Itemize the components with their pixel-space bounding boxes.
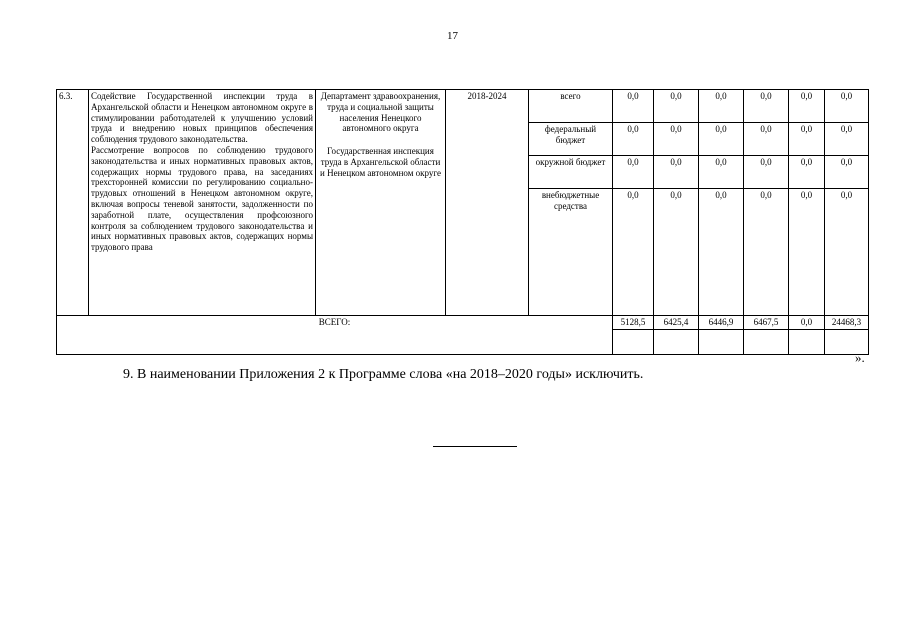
closing-quote: ».: [855, 350, 865, 365]
value-cell: 0,0: [613, 156, 654, 189]
source-label: окружной бюджет: [529, 156, 613, 189]
total-value: 5128,5: [613, 316, 654, 330]
total-value: 6446,9: [699, 316, 744, 330]
empty-cell: [789, 329, 825, 354]
total-value: 24468,3: [825, 316, 869, 330]
value-cell: 0,0: [789, 189, 825, 316]
separator-line: [433, 446, 517, 447]
responsible-inspection: Государственная инспекция труда в Архангельской области и Ненецком автономном округе: [320, 146, 441, 178]
value-cell: 0,0: [744, 189, 789, 316]
empty-cell: [744, 329, 789, 354]
page-number: 17: [447, 30, 458, 42]
value-cell: 0,0: [825, 123, 869, 156]
value-cell: 0,0: [789, 156, 825, 189]
value-cell: 0,0: [613, 123, 654, 156]
responsible-executors: [316, 90, 446, 316]
item-description: [89, 90, 316, 316]
table-row: [57, 90, 869, 123]
total-value: 0,0: [789, 316, 825, 330]
value-cell: 0,0: [613, 189, 654, 316]
period: 2018-2024: [446, 90, 529, 316]
responsible-department: Департамент здравоохранения, труда и социальной защиты населения Ненецкого автономного округа: [320, 91, 441, 134]
empty-cell: [699, 329, 744, 354]
amendment-paragraph: 9. В наименовании Приложения 2 к Программе слова «на 2018–2020 годы» исключить.: [123, 367, 644, 382]
value-cell: 0,0: [654, 123, 699, 156]
empty-cell: [613, 329, 654, 354]
empty-cell: [654, 329, 699, 354]
value-cell: 0,0: [699, 123, 744, 156]
value-cell: 0,0: [654, 189, 699, 316]
value-cell: 0,0: [699, 156, 744, 189]
total-value: 6467,5: [744, 316, 789, 330]
source-label: всего: [529, 90, 613, 123]
value-cell: 0,0: [744, 156, 789, 189]
item-number: 6.3.: [57, 90, 89, 316]
value-cell: 0,0: [654, 156, 699, 189]
value-cell: 0,0: [744, 123, 789, 156]
source-label: федеральный бюджет: [529, 123, 613, 156]
value-cell: 0,0: [613, 90, 654, 123]
total-label: ВСЕГО:: [57, 316, 613, 355]
value-cell: 0,0: [744, 90, 789, 123]
value-cell: 0,0: [825, 90, 869, 123]
value-cell: 0,0: [699, 90, 744, 123]
value-cell: 0,0: [825, 189, 869, 316]
source-label: внебюджетные средства: [529, 189, 613, 316]
program-table: [56, 89, 869, 355]
value-cell: 0,0: [789, 123, 825, 156]
value-cell: 0,0: [825, 156, 869, 189]
value-cell: 0,0: [789, 90, 825, 123]
value-cell: 0,0: [654, 90, 699, 123]
item-description-part1: Содействие Государственной инспекции труда в Архангельской области и Ненецком автономном округе в стимулировании работодателей к улучшению условий труда и внедрению новых принципов обеспечения соблюдения трудового законодательства.: [91, 91, 313, 145]
total-row: [57, 316, 869, 330]
value-cell: 0,0: [699, 189, 744, 316]
total-value: 6425,4: [654, 316, 699, 330]
item-description-part2: Рассмотрение вопросов по соблюдению трудового законодательства и иных нормативных правовых актов, содержащих нормы трудового права, на заседаниях трехсторонней комиссии по регулированию социально-трудовых отношений в Ненецком автономном округе, включая вопросы теневой занятости, задолженности по заработной плате, осуществления профсоюзного контроля за соблюдением трудового законодательства и иных нормативных правовых актов, содержащих нормы трудового права: [91, 144, 313, 253]
